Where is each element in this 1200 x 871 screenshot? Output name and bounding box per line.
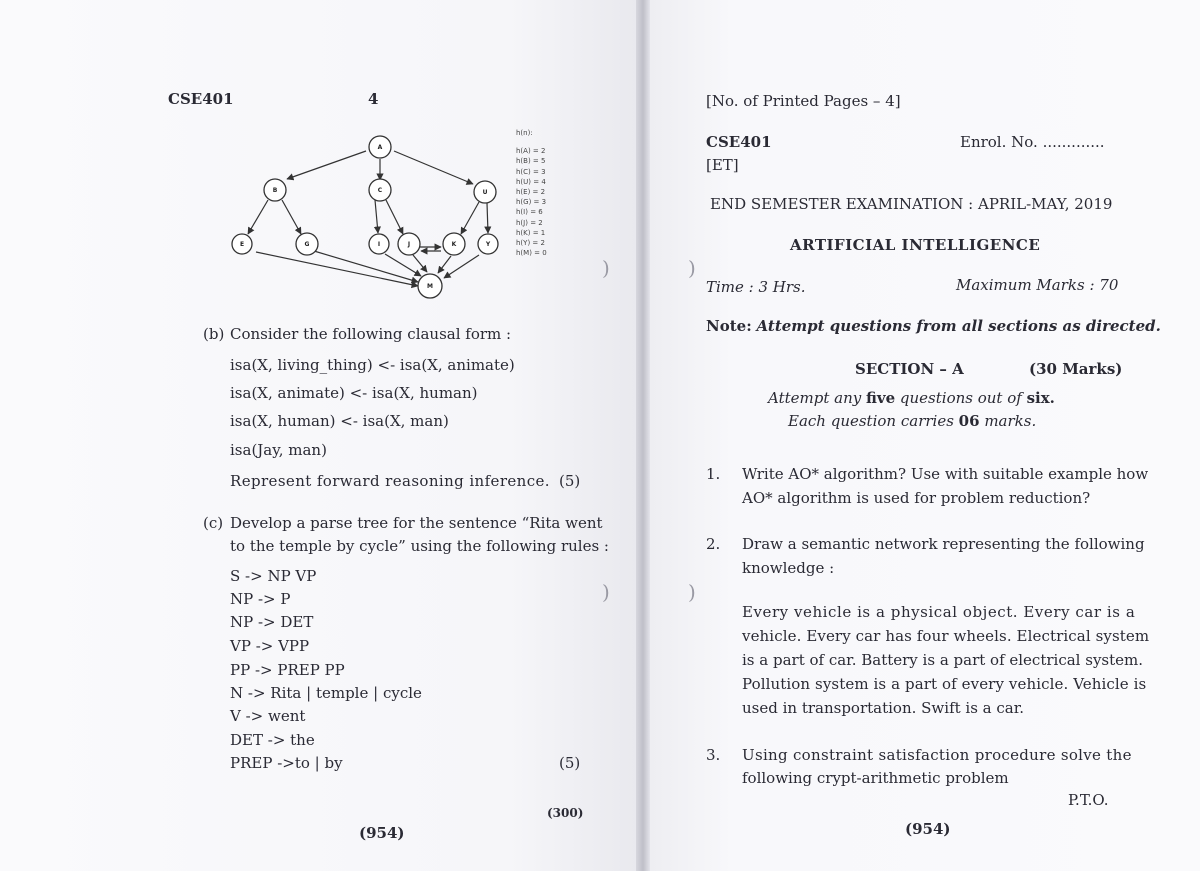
question-2-number: 2. <box>706 535 721 553</box>
footer-code: (954) <box>359 824 405 842</box>
book-gutter <box>636 0 650 871</box>
node-u-label: U <box>482 189 488 196</box>
node-y-label: Y <box>485 241 491 248</box>
node-c-label: C <box>377 187 383 194</box>
heuristic-a: h(A) = 2 <box>516 147 546 156</box>
clause-2: isa(X, animate) <- isa(X, human) <box>230 384 478 402</box>
course-code: CSE401 <box>706 133 772 151</box>
heuristic-title: h(n): <box>516 129 533 137</box>
edge-b-g <box>282 200 301 234</box>
binding-hole-mark: ) <box>688 580 696 604</box>
instr1-emph: six. <box>1026 389 1055 407</box>
node-g-label: G <box>304 241 310 248</box>
question-2-para-line: is a part of car. Battery is a part of electrical system. <box>742 651 1144 669</box>
edge-a-b <box>287 151 366 179</box>
binding-hole-mark: ) <box>688 256 696 280</box>
note-text: Attempt questions from all sections as directed. <box>756 317 1161 335</box>
right-page <box>650 0 1200 871</box>
heuristic-j: h(J) = 2 <box>516 218 543 227</box>
question-2-para-line: used in transportation. Swift is a car. <box>742 699 1025 717</box>
edge-a-u <box>394 151 473 184</box>
binding-hole-mark: ) <box>602 580 610 604</box>
node-e-label: E <box>239 241 245 248</box>
edge-u-y <box>487 203 488 233</box>
question-c-label: (c) <box>203 514 224 532</box>
copies-count: (300) <box>547 806 584 820</box>
clause-1: isa(X, living_thing) <- isa(X, animate) <box>230 356 515 374</box>
question-2-line-1: Draw a semantic network representing the following <box>742 535 1145 553</box>
heuristic-table <box>516 128 547 258</box>
page-number: 4 <box>368 90 379 108</box>
instr1-emph: five <box>865 389 896 407</box>
note-line <box>706 317 1161 335</box>
question-b-label: (b) <box>203 325 225 343</box>
search-graph-diagram <box>225 130 535 300</box>
instr2-part: marks. <box>979 412 1037 430</box>
grammar-rule: VP -> VPP <box>230 637 310 655</box>
node-j-label: J <box>407 241 411 248</box>
question-2-para-line: Every vehicle is a physical object. Every car is a <box>742 603 1136 621</box>
footer-code: (954) <box>905 820 951 838</box>
question-b-task: Represent forward reasoning inference. <box>230 472 550 490</box>
heuristic-k: h(K) = 1 <box>516 228 546 237</box>
heuristic-e: h(E) = 2 <box>516 188 546 197</box>
question-3-line-2: following crypt-arithmetic problem <box>742 769 1009 787</box>
instr1-part: Attempt any <box>768 389 866 407</box>
node-k-label: K <box>451 241 457 248</box>
grammar-rule: N -> Rita | temple | cycle <box>230 684 422 702</box>
course-code: CSE401 <box>168 90 234 108</box>
enrol-number: Enrol. No. ............. <box>960 133 1105 151</box>
binding-hole-mark: ) <box>602 256 610 280</box>
question-3-number: 3. <box>706 746 721 764</box>
question-2-line-2: knowledge : <box>742 559 835 577</box>
edge-u-k <box>461 202 479 234</box>
edge-e-m <box>256 252 418 286</box>
clause-4: isa(Jay, man) <box>230 441 327 459</box>
question-c-intro-1: Develop a parse tree for the sentence “Rita went <box>230 514 603 532</box>
node-b-label: B <box>272 187 278 194</box>
heuristic-c: h(C) = 3 <box>516 167 546 176</box>
maximum-marks: Maximum Marks : 70 <box>956 276 1119 294</box>
edge-c-i <box>375 200 378 233</box>
node-m-label: M <box>427 283 433 290</box>
section-instruction-1 <box>768 389 1055 407</box>
question-2-para-line: Pollution system is a part of every vehicle. Vehicle is <box>742 675 1147 693</box>
question-b-intro: Consider the following clausal form : <box>230 325 512 343</box>
clause-3: isa(X, human) <- isa(X, man) <box>230 412 449 430</box>
heuristic-b: h(B) = 5 <box>516 157 546 166</box>
heuristic-u: h(U) = 4 <box>516 177 546 186</box>
question-3-line-1: Using constraint satisfaction procedure solve the <box>742 746 1132 764</box>
time-allowed: Time : 3 Hrs. <box>706 278 806 296</box>
grammar-rule: V -> went <box>230 707 306 725</box>
question-2-para-line: vehicle. Every car has four wheels. Electrical system <box>742 627 1150 645</box>
edge-c-j <box>386 200 403 234</box>
grammar-rule: S -> NP VP <box>230 567 317 585</box>
question-c-marks: (5) <box>559 754 581 772</box>
instr1-part: questions out of <box>895 389 1027 407</box>
please-turn-over: P.T.O. <box>1068 791 1109 809</box>
note-label: Note: <box>706 317 752 335</box>
section-title: SECTION – A <box>855 360 964 378</box>
grammar-rule: NP -> DET <box>230 613 314 631</box>
instr2-emph: 06 <box>958 412 980 430</box>
node-i-label: I <box>377 241 381 248</box>
edge-g-m <box>314 251 418 282</box>
exam-title: END SEMESTER EXAMINATION : APRIL-MAY, 2019 <box>710 195 1113 213</box>
edge-k-m <box>438 256 451 273</box>
exam-track: [ET] <box>706 156 739 174</box>
printed-pages: [No. of Printed Pages – 4] <box>706 92 901 110</box>
question-b-marks: (5) <box>559 472 581 490</box>
heuristic-g: h(G) = 3 <box>516 198 547 207</box>
subject-title: ARTIFICIAL INTELLIGENCE <box>790 236 1041 254</box>
question-1-number: 1. <box>706 465 721 483</box>
heuristic-y: h(Y) = 2 <box>516 239 545 248</box>
node-a-label: A <box>377 144 383 151</box>
grammar-rule: PREP ->to | by <box>230 754 343 772</box>
instr2-part: Each question carries <box>788 412 959 430</box>
grammar-rule: NP -> P <box>230 590 291 608</box>
grammar-rule: DET -> the <box>230 731 315 749</box>
question-1-line-1: Write AO* algorithm? Use with suitable example how <box>742 465 1149 483</box>
heuristic-i: h(I) = 6 <box>516 208 543 217</box>
grammar-rule: PP -> PREP PP <box>230 661 345 679</box>
question-c-intro-2: to the temple by cycle” using the following rules : <box>230 537 609 555</box>
section-instruction-2 <box>788 412 1036 430</box>
heuristic-m: h(M) = 0 <box>516 249 547 258</box>
section-marks: (30 Marks) <box>1029 360 1123 378</box>
edge-b-e <box>248 200 268 234</box>
question-1-line-2: AO* algorithm is used for problem reduction? <box>742 489 1091 507</box>
edge-j-m <box>413 255 427 272</box>
